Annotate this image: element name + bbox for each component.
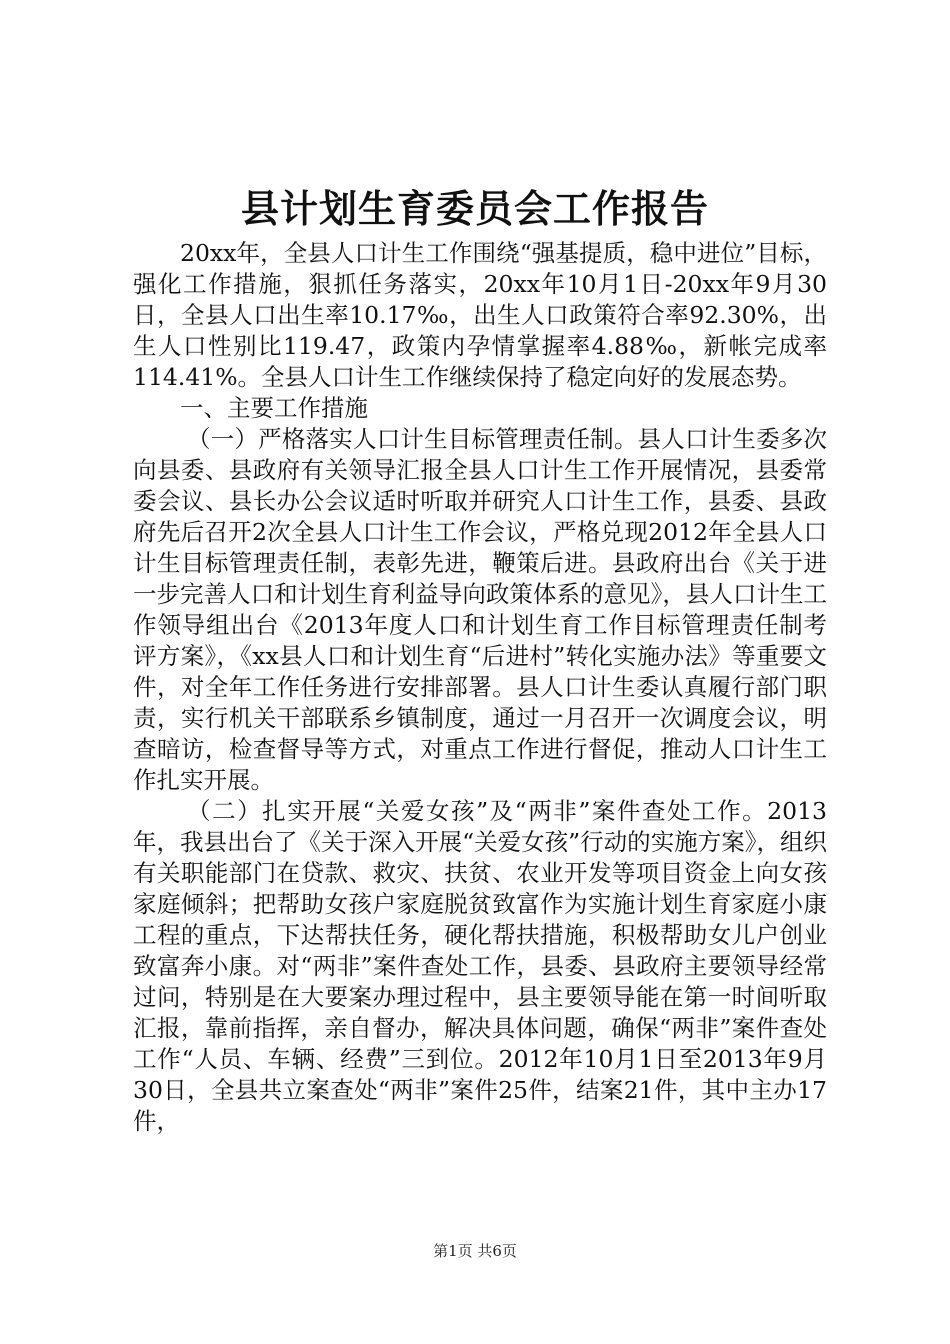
section-heading: 一、主要工作措施 [180, 394, 368, 422]
subsection-1-paragraph: （一）严格落实人口计生目标管理责任制。县人口计生委多次向县委、县政府有关领导汇报全县人口计生工作开展情况，县委常委会议、县长办公会议适时听取并研究人口计生工作，县委、县政府先后召开2次全县人口计生工作会议，严格兑现2012年全县人口计生目标管理责任制，表彰先进，鞭策后进。县政府出台《关于进一步完善人口和计划生育利益导向政策体系的意见》，县人口计生工作领导组出台《2013年度人口和计划生育工作目标管理责任制考评方案》，《xx县人口和计划生育“后进村”转化实施办法》等重要文件，对全年工作任务进行安排部署。县人口计生委认真履行部门职责，实行机关干部联系乡镇制度，通过一月召开一次调度会议，明查暗访，检查督导等方式，对重点工作进行督促，推动人口计生工作扎实开展。 [133, 425, 827, 794]
intro-paragraph: 20xx年，全县人口计生工作围绕“强基提质，稳中进位”目标，强化工作措施，狠抓任务落实，20xx年10月1日-20xx年9月30日，全县人口出生率10.17‰，出生人口政策符合率92.30%，出生人口性别比119.47，政策内孕情掌握率4.88‰，新帐完成率114.41%。全县人口计生工作继续保持了稳定向好的发展态势。 [133, 239, 827, 391]
subsection-2-paragraph: （二）扎实开展“关爱女孩”及“两非”案件查处工作。2013年，我县出台了《关于深入开展“关爱女孩”行动的实施方案》，组织有关职能部门在贷款、救灾、扶贫、农业开发等项目资金上向女孩家庭倾斜；把帮助女孩户家庭脱贫致富作为实施计划生育家庭小康工程的重点，下达帮扶任务，硬化帮扶措施，积极帮助女儿户创业致富奔小康。对“两非”案件查处工作，县委、县政府主要领导经常过问，特别是在大要案办理过程中，县主要领导能在第一时间听取汇报，靠前指挥，亲自督办，解决具体问题，确保“两非”案件查处工作“人员、车辆、经费”三到位。2012年10月1日至2013年9月30日，全县共立案查处“两非”案件25件，结案21件，其中主办17件， [133, 797, 827, 1135]
document-title: 县计划生育委员会工作报告 [240, 186, 709, 231]
page-number-footer: 第1页 共6页 [433, 1242, 517, 1260]
document-body [133, 238, 827, 1137]
